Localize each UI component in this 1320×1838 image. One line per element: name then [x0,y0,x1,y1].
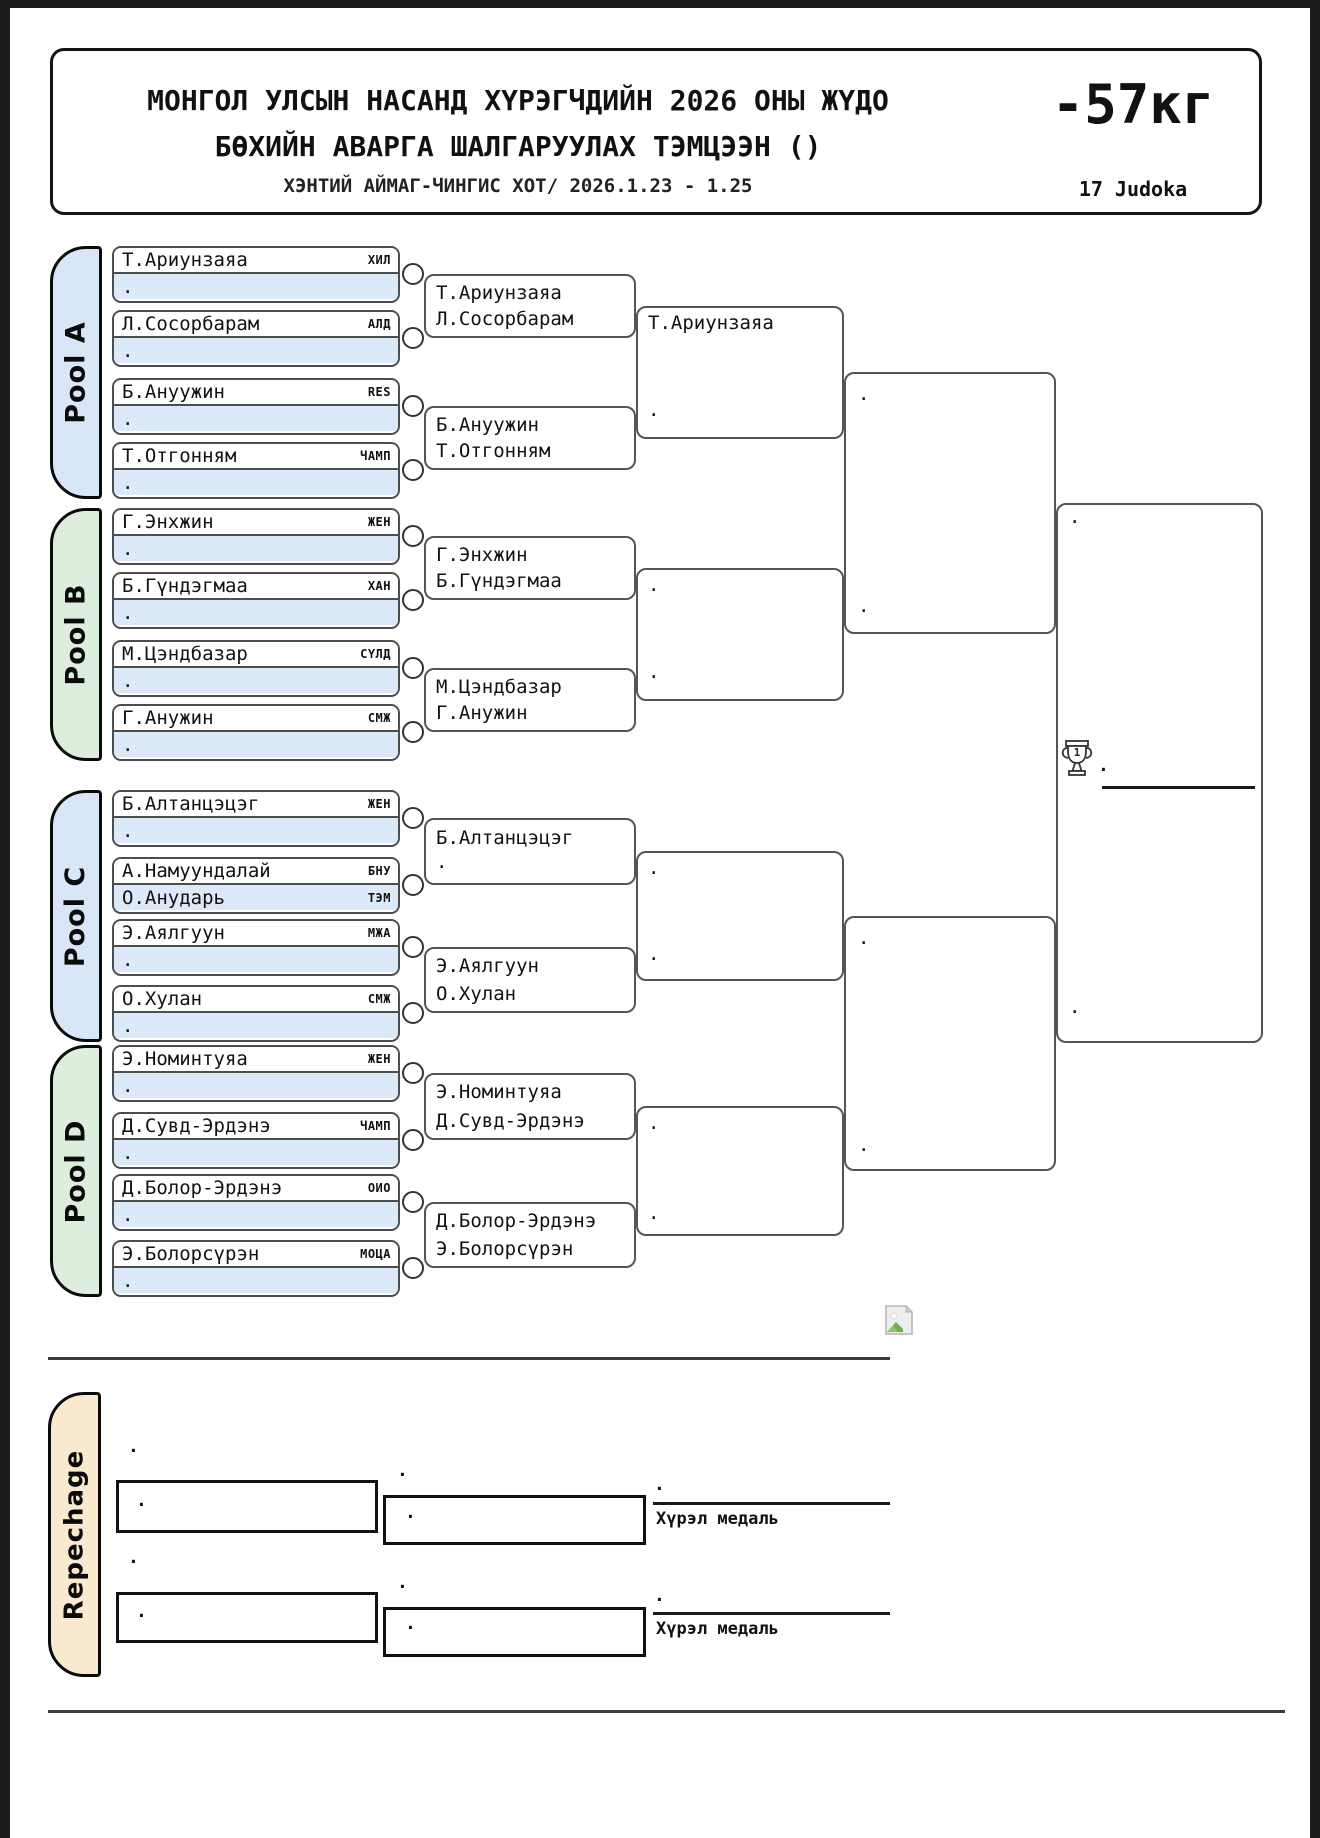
match-slot: . [648,943,660,965]
athlete-sub-slot: . [122,1014,134,1037]
connector-node [402,874,424,896]
match-slot: Л.Сосорбарам [436,308,574,330]
athlete-box [112,572,400,629]
placeholder-dot: . [405,1502,416,1523]
match-slot: Т.Отгонням [436,440,551,462]
placeholder-dot: . [136,1601,147,1622]
connector-node [402,1062,424,1084]
connector-node [402,395,424,417]
match-slot: Б.Ануужин [436,414,539,436]
club-tag: RES [367,385,391,399]
match-slot: . [1069,996,1081,1018]
athlete-sub-name: О.Анударь [122,886,225,909]
pool-c-label: Pool C [50,790,102,1042]
connector-node [402,263,424,285]
bronze-medal-line [653,1612,890,1615]
athlete-sub-slot: . [122,1203,134,1226]
placeholder-dot: . [654,1585,665,1606]
connector-node [402,807,424,829]
club-tag: ЧАМП [360,1119,391,1133]
athlete-name: М.Цэндбазар [122,643,248,665]
placeholder-dot: . [654,1474,665,1495]
athlete-name: Т.Отгонням [122,445,237,467]
athlete-box [112,985,400,1042]
club-tag: МОЦА [360,1247,391,1261]
match-box-round2 [424,536,636,600]
club-tag: БНУ [367,864,391,878]
club-tag: ХАН [367,579,391,593]
match-box-semifinal [844,916,1056,1171]
athlete-box [112,1240,400,1297]
match-box-round2 [424,947,636,1013]
match-box-pool-final [636,1106,844,1236]
athlete-box [112,378,400,435]
repechage-match-box [116,1592,378,1643]
bronze-medal-line [653,1502,890,1505]
connector-node [402,1129,424,1151]
match-slot: . [648,1202,660,1224]
athlete-name: О.Хулан [122,988,203,1010]
athlete-name: Б.Ануужин [122,381,225,403]
club-tag: АЛД [367,317,391,331]
connector-node [402,525,424,547]
match-box-semifinal [844,372,1056,634]
athlete-name: Б.Алтанцэцэг [122,793,260,815]
match-slot: . [858,383,870,405]
connector-node [402,1002,424,1024]
judoka-count: 17 Judoka [1078,177,1188,201]
svg-text:1: 1 [1073,746,1081,759]
pool-b-label: Pool B [50,508,102,761]
club-tag: ЖЕН [367,515,391,529]
trophy-icon [1058,738,1096,784]
athlete-name: Б.Гүндэгмаа [122,575,248,597]
placeholder-dot: . [136,1490,147,1511]
match-slot: Э.Номинтуяа [436,1081,562,1103]
repechage-match-box [383,1495,646,1545]
match-slot: . [648,574,660,596]
placeholder-dot: . [397,1460,408,1481]
bottom-divider-line [48,1710,1285,1713]
club-tag: ЧАМП [360,449,391,463]
match-box-pool-final [636,851,844,981]
connector-node [402,1191,424,1213]
connector-node [402,721,424,743]
athlete-sub-slot: . [122,407,134,430]
club-tag: СҮЛД [360,647,391,661]
athlete-box [112,1045,400,1102]
image-placeholder-icon [883,1304,915,1336]
athlete-sub-slot: . [122,471,134,494]
athlete-sub-slot: . [122,275,134,298]
match-box-pool-final [636,568,844,701]
placeholder-dot: . [128,1547,139,1568]
connector-node [402,936,424,958]
athlete-name: Л.Сосорбарам [122,313,260,335]
repechage-match-box [116,1480,378,1533]
athlete-sub-slot: . [122,1269,134,1292]
match-slot: . [436,851,448,873]
connector-node [402,327,424,349]
club-tag: ОИО [367,1181,391,1195]
match-slot: . [1069,506,1081,528]
bronze-medal-label: Хүрэл медаль [656,1509,779,1529]
club-tag: ЖЕН [367,797,391,811]
athlete-name: Д.Сувд-Эрдэнэ [122,1115,271,1137]
athlete-name: Г.Энхжин [122,511,214,533]
club-tag: ХИЛ [367,253,391,267]
match-slot: . [648,857,660,879]
athlete-name: Э.Болорсүрэн [122,1243,260,1265]
athlete-box [112,919,400,976]
match-slot: Г.Энхжин [436,544,528,566]
athlete-name: Т.Ариунзаяа [122,249,248,271]
match-slot: . [858,595,870,617]
pool-a-label: Pool A [50,246,102,499]
athlete-sub-slot: . [122,948,134,971]
pool-d-label: Pool D [50,1045,102,1297]
match-slot: М.Цэндбазар [436,676,562,698]
match-slot: . [648,661,660,683]
match-slot: Б.Гүндэгмаа [436,570,562,592]
match-box-round2 [424,818,636,885]
athlete-box [112,246,400,303]
match-box-round2 [424,668,636,732]
match-slot: . [648,1112,660,1134]
athlete-name: Э.Аялгуун [122,922,225,944]
placeholder-dot: . [405,1613,416,1634]
athlete-sub-slot: . [122,1141,134,1164]
tournament-title-line2: БӨХИЙН АВАРГА ШАЛГАРУУЛАХ ТЭМЦЭЭН () [214,130,822,163]
club-tag: ЖЕН [367,1052,391,1066]
tournament-title-line1: МОНГОЛ УЛСЫН НАСАНД ХҮРЭГЧДИЙН 2026 ОНЫ ЖҮДО [147,84,889,117]
weight-class: -57кг [1051,73,1215,136]
match-slot: Э.Аялгуун [436,955,539,977]
repechage-label: Repechage [48,1392,101,1677]
match-box-pool-final [636,306,844,439]
match-box-round2 [424,406,636,470]
athlete-box [112,442,400,499]
match-slot: . [648,399,660,421]
section-divider-line [48,1357,890,1360]
placeholder-dot: . [397,1572,408,1593]
athlete-box [112,790,400,847]
match-box-round2 [424,1073,636,1140]
athlete-box [112,640,400,697]
tournament-subtitle: ХЭНТИЙ АЙМАГ-ЧИНГИС ХОТ/ 2026.1.23 - 1.25 [283,175,753,197]
placeholder-dot: . [128,1436,139,1457]
header-box [50,48,1262,215]
athlete-sub-slot: . [122,537,134,560]
athlete-box [112,508,400,565]
match-slot: . [858,1134,870,1156]
club-tag: СМЖ [367,711,391,725]
athlete-box [112,704,400,761]
champion-name-line [1102,786,1255,789]
athlete-sub-slot: . [122,733,134,756]
connector-node [402,589,424,611]
connector-node [402,657,424,679]
athlete-box [112,1174,400,1231]
athlete-sub-slot: . [122,819,134,842]
bronze-medal-label: Хүрэл медаль [656,1619,779,1639]
athlete-sub-slot: . [122,601,134,624]
match-slot: Г.Анужин [436,702,528,724]
match-box-round2 [424,274,636,338]
connector-node [402,459,424,481]
match-slot: Э.Болорсүрэн [436,1238,574,1260]
athlete-box [112,1112,400,1169]
athlete-sub-slot: . [122,1074,134,1097]
club-tag: МЖА [367,926,391,940]
match-slot: Т.Ариунзаяа [648,312,774,334]
club-tag: ТЭМ [367,890,391,905]
athlete-name: А.Намуундалай [122,860,271,882]
match-slot: Т.Ариунзаяа [436,282,562,304]
champion-placeholder-dot: . [1098,755,1109,776]
athlete-name: Э.Номинтуяа [122,1048,248,1070]
athlete-box [112,310,400,367]
athlete-name: Г.Анужин [122,707,214,729]
athlete-sub-slot: . [122,339,134,362]
match-box-round2 [424,1202,636,1268]
match-slot: Д.Болор-Эрдэнэ [436,1210,597,1232]
match-slot: О.Хулан [436,983,517,1005]
repechage-match-box [383,1607,646,1657]
match-slot: . [858,927,870,949]
match-slot: Б.Алтанцэцэг [436,827,574,849]
athlete-box [112,857,400,914]
athlete-sub-slot: . [122,669,134,692]
match-slot: Д.Сувд-Эрдэнэ [436,1110,585,1132]
club-tag: СМЖ [367,992,391,1006]
connector-node [402,1257,424,1279]
athlete-name: Д.Болор-Эрдэнэ [122,1177,283,1199]
